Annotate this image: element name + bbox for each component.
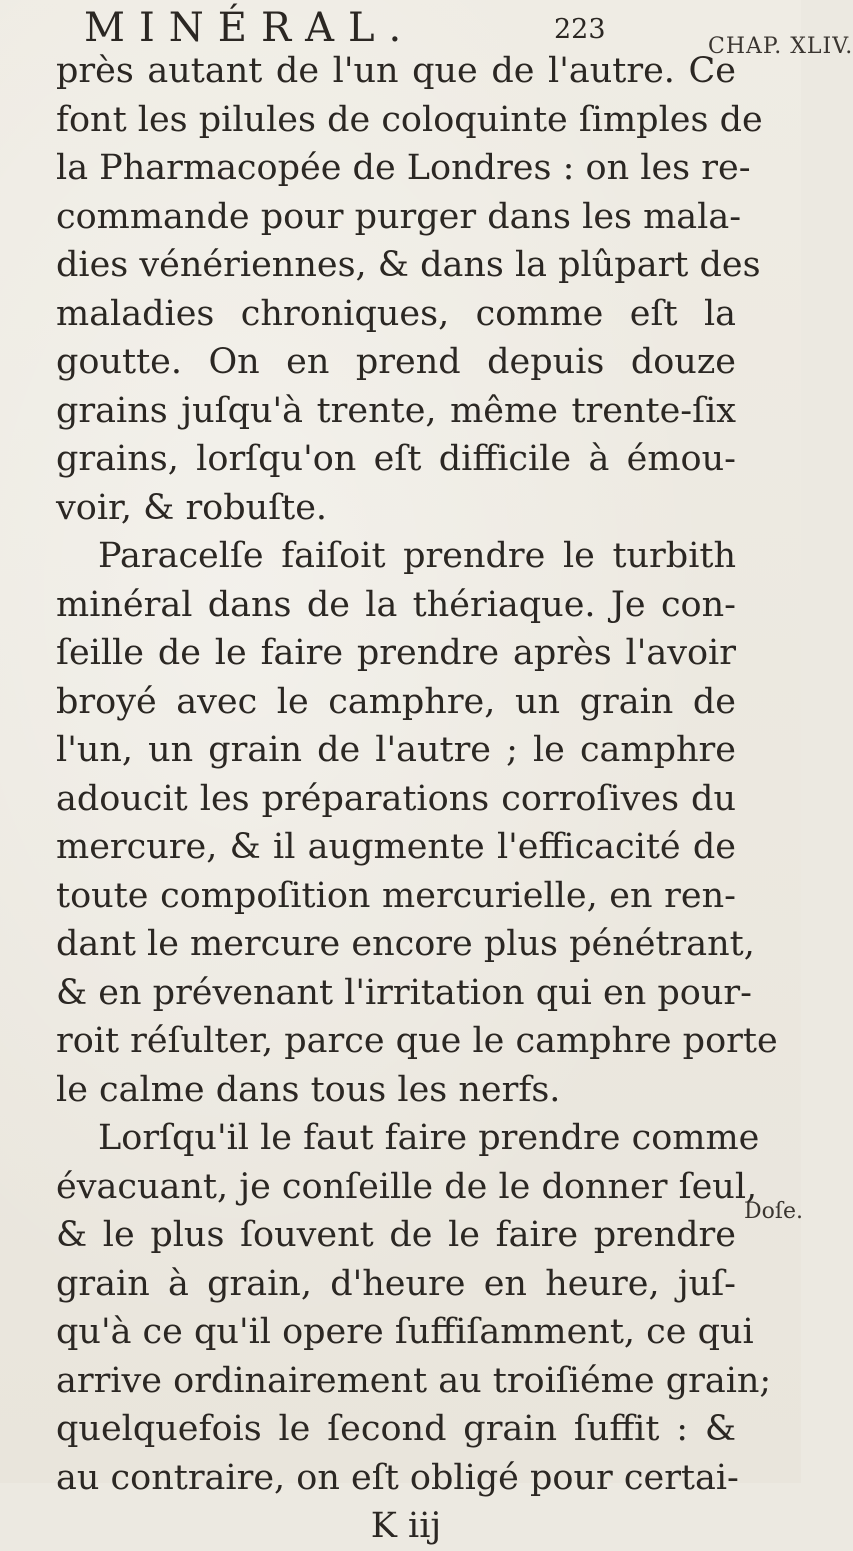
- text-line: voir, & robuſte.: [56, 487, 328, 528]
- running-title: MINÉRAL.: [84, 5, 416, 51]
- text-line: la Pharmacopée de Londres : on les re-: [56, 148, 751, 188]
- text-line: commande pour purger dans les mala-: [56, 196, 742, 237]
- text-line: l'un, un grain de l'autre ; le camphre: [56, 730, 736, 770]
- text-line: & en prévenant l'irritation qui en pour-: [56, 972, 752, 1013]
- text-line: grains juſqu'à trente, même trente-ſix: [56, 390, 736, 431]
- text-line: au contraire, on eſt obligé pour certai-: [56, 1457, 739, 1498]
- text-line: dies vénériennes, & dans la plûpart des: [56, 245, 761, 285]
- text-line: évacuant, je conſeille de le donner ſeul,: [56, 1166, 758, 1207]
- signature-mark: K iij: [370, 1506, 442, 1546]
- text-line: toute compoſition mercurielle, en ren-: [56, 875, 736, 916]
- text-line: minéral dans de la thériaque. Je con-: [56, 584, 736, 625]
- text-line: quelquefois le ſecond grain ſuffit : &: [56, 1409, 736, 1449]
- text-line: ſeille de le faire prendre après l'avoir: [56, 633, 736, 673]
- text-line: grain à grain, d'heure en heure, juſ-: [56, 1263, 736, 1304]
- text-line: grains, lorſqu'on eſt difficile à émou-: [56, 439, 736, 479]
- text-line: le calme dans tous les nerfs.: [56, 1069, 561, 1110]
- text-line: Paracelſe faiſoit prendre le turbith: [98, 536, 736, 576]
- text-line: adoucit les préparations corroſives du: [56, 778, 736, 819]
- margin-note-chapter: CHAP. XLIV.: [708, 34, 853, 59]
- text-line: dant le mercure encore plus pénétrant,: [56, 924, 755, 964]
- text-line: Lorſqu'il le faut faire prendre comme: [98, 1118, 760, 1158]
- text-line: arrive ordinairement au troiſiéme grain;: [56, 1360, 772, 1401]
- text-line: mercure, & il augmente l'efficacité de: [56, 827, 736, 867]
- text-line: près autant de l'un que de l'autre. Ce: [56, 51, 736, 91]
- text-line: roit réſulter, parce que le camphre porte: [56, 1021, 778, 1061]
- text-line: broyé avec le camphre, un grain de: [56, 681, 736, 722]
- margin-note-dose: Doſe.: [744, 1199, 804, 1224]
- text-line: font les pilules de coloquinte ſimples de: [56, 99, 763, 140]
- running-head: [84, 6, 644, 50]
- text-line: maladies chroniques, comme eſt la: [56, 293, 736, 334]
- page-number: 223: [554, 14, 606, 45]
- text-line: & le plus ſouvent de le faire prendre: [56, 1215, 736, 1255]
- text-line: goutte. On en prend depuis douze: [56, 342, 736, 382]
- text-line: qu'à ce qu'il opere ſuffiſamment, ce qui: [56, 1312, 754, 1352]
